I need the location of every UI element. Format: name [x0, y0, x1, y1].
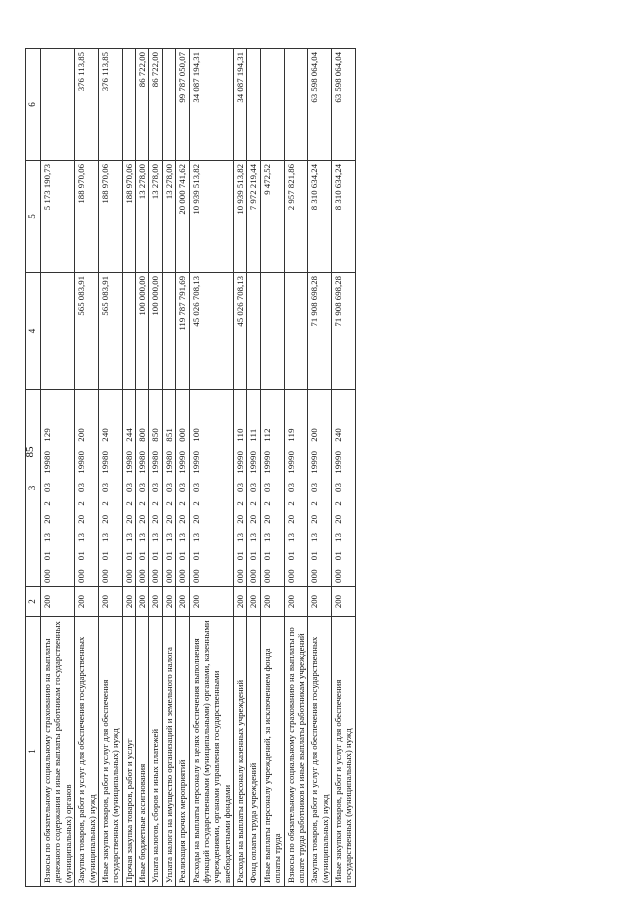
row-col-2: 200 [98, 587, 122, 617]
row-col-2: 200 [41, 587, 75, 617]
row-col-5: 13 278,00 [136, 161, 149, 273]
row-budget-code [247, 390, 260, 587]
code-part: 000 [177, 569, 188, 583]
row-budget-code [136, 390, 149, 587]
code-part: 2 [99, 500, 110, 506]
code-part: 03 [76, 482, 87, 492]
row-col-2: 200 [332, 587, 356, 617]
row-col-4: 100 000,00 [136, 273, 149, 390]
code-part: 000 [42, 569, 52, 583]
code-part: 2 [137, 500, 147, 506]
code-part: 01 [76, 551, 87, 561]
code-part: 01 [42, 551, 52, 561]
code-part: 03 [177, 482, 188, 492]
code-part: 03 [333, 482, 343, 492]
code-part: 01 [285, 551, 296, 561]
row-name: Уплата налога на имущество организаций и земельного налога [162, 617, 175, 887]
row-name: Расходы на выплаты персоналу в целях обеспечения выполнения функций государственными (муниципальными) органами, казенными учреждениями, органами управления государственными внебюджетными фондами [189, 617, 234, 887]
row-col-2: 200 [247, 587, 260, 617]
code-part: 000 [177, 427, 188, 442]
code-part: 19990 [309, 450, 320, 474]
code-part: 200 [309, 427, 320, 442]
row-col-2: 200 [234, 587, 247, 617]
row-budget-code [284, 390, 308, 587]
header-col-2: 2 [26, 587, 41, 617]
code-part: 13 [261, 532, 272, 542]
code-part: 20 [42, 514, 52, 524]
code-part: 03 [99, 482, 110, 492]
code-part: 19990 [235, 450, 245, 474]
row-name: Закупка товаров, работ и услуг для обеспечения государственных (муниципальных) нужд [308, 617, 332, 887]
row-budget-code [149, 390, 162, 587]
table-row [247, 49, 260, 887]
row-budget-code [176, 390, 189, 587]
code-part: 03 [190, 482, 201, 492]
code-part: 2 [190, 500, 201, 506]
row-col-6 [260, 49, 284, 161]
code-part: 03 [285, 482, 296, 492]
code-part: 01 [261, 551, 272, 561]
row-col-4: 45 026 708,13 [234, 273, 247, 390]
row-col-2: 200 [260, 587, 284, 617]
code-part: 13 [137, 532, 147, 542]
table-row [149, 49, 162, 887]
row-budget-code [234, 390, 247, 587]
code-part: 000 [285, 569, 296, 583]
row-name: Иные выплаты персоналу учреждений, за исключением фонда оплаты труда [260, 617, 284, 887]
code-part: 13 [163, 532, 174, 542]
row-col-4 [260, 273, 284, 390]
row-col-4: 119 787 791,69 [176, 273, 189, 390]
code-part: 19990 [261, 450, 272, 474]
code-part: 19980 [99, 450, 110, 474]
code-part: 000 [123, 569, 134, 583]
code-part: 01 [150, 551, 161, 561]
code-part: 2 [177, 500, 188, 506]
code-part: 000 [76, 569, 87, 583]
code-part: 13 [235, 532, 245, 542]
code-part: 13 [76, 532, 87, 542]
row-col-6: 99 787 050,07 [176, 49, 189, 161]
budget-table [25, 48, 356, 887]
row-col-2: 200 [75, 587, 99, 617]
code-part: 2 [309, 500, 320, 506]
code-part: 13 [42, 532, 52, 542]
code-part: 19980 [123, 450, 134, 474]
row-col-2: 200 [136, 587, 149, 617]
code-part: 129 [42, 427, 52, 442]
row-name: Иные закупки товаров, работ и услуг для обеспечения государственных (муниципальных) нужд [332, 617, 356, 887]
code-part: 20 [190, 514, 201, 524]
code-part: 03 [261, 482, 272, 492]
row-col-5: 2 957 821,86 [284, 161, 308, 273]
code-part: 03 [123, 482, 134, 492]
table-row [284, 49, 308, 887]
code-part: 000 [190, 569, 201, 583]
code-part: 13 [150, 532, 161, 542]
row-col-5: 188 970,06 [75, 161, 99, 273]
table-row [189, 49, 234, 887]
code-part: 03 [235, 482, 245, 492]
row-col-6 [162, 49, 175, 161]
code-part: 13 [123, 532, 134, 542]
row-col-5: 13 278,00 [162, 161, 175, 273]
table-row [98, 49, 122, 887]
row-col-6: 376 113,85 [75, 49, 99, 161]
row-col-4: 565 083,91 [75, 273, 99, 390]
table-row [332, 49, 356, 887]
row-col-2: 200 [122, 587, 135, 617]
row-col-2: 200 [308, 587, 332, 617]
code-part: 01 [163, 551, 174, 561]
code-part: 13 [285, 532, 296, 542]
row-col-2: 200 [284, 587, 308, 617]
code-part: 19980 [42, 450, 52, 474]
row-col-5: 5 173 190,73 [41, 161, 75, 273]
row-col-4: 565 083,91 [98, 273, 122, 390]
row-col-4: 100 000,00 [149, 273, 162, 390]
code-part: 19980 [137, 450, 147, 474]
code-part: 03 [163, 482, 174, 492]
header-row [26, 49, 41, 887]
code-part: 01 [309, 551, 320, 561]
rotated-page-content [25, 49, 615, 887]
code-part: 111 [248, 428, 259, 442]
row-col-4 [122, 273, 135, 390]
row-budget-code [332, 390, 356, 587]
row-col-4 [247, 273, 260, 390]
row-name: Уплата налогов, сборов и иных платежей [149, 617, 162, 887]
code-part: 20 [285, 514, 296, 524]
row-col-5: 188 970,06 [122, 161, 135, 273]
code-part: 01 [123, 551, 134, 561]
code-part: 01 [190, 551, 201, 561]
code-part: 01 [177, 551, 188, 561]
row-col-6 [41, 49, 75, 161]
row-col-2: 200 [149, 587, 162, 617]
code-part: 851 [163, 427, 174, 442]
row-col-5: 8 310 634,24 [332, 161, 356, 273]
code-part: 000 [261, 569, 272, 583]
code-part: 2 [76, 500, 87, 506]
row-name: Взносы по обязательному социальному страхованию на выплаты денежного содержания и иные выплаты работникам государственных (муниципальных) органов [41, 617, 75, 887]
code-part: 20 [76, 514, 87, 524]
code-part: 000 [235, 569, 245, 583]
code-part: 244 [123, 427, 134, 442]
code-part: 20 [333, 514, 343, 524]
code-part: 19990 [333, 450, 343, 474]
code-part: 13 [99, 532, 110, 542]
row-col-4: 71 908 698,28 [332, 273, 356, 390]
table-row [176, 49, 189, 887]
table-row [260, 49, 284, 887]
table-row [122, 49, 135, 887]
row-name: Фонд оплаты труда учреждений [247, 617, 260, 887]
row-name: Прочая закупка товаров, работ и услуг [122, 617, 135, 887]
code-part: 20 [163, 514, 174, 524]
code-part: 20 [99, 514, 110, 524]
code-part: 2 [235, 500, 245, 506]
row-name: Реализация прочих мероприятий [176, 617, 189, 887]
table-row [234, 49, 247, 887]
row-col-5: 9 472,52 [260, 161, 284, 273]
code-part: 240 [99, 427, 110, 442]
table-row [41, 49, 75, 887]
header-col-1: 1 [26, 617, 41, 887]
row-budget-code [260, 390, 284, 587]
code-part: 19990 [177, 450, 188, 474]
code-part: 13 [248, 532, 259, 542]
code-part: 110 [235, 428, 245, 442]
header-col-6: 6 [26, 49, 41, 161]
row-col-4 [284, 273, 308, 390]
code-part: 19980 [163, 450, 174, 474]
row-col-6: 86 722,00 [136, 49, 149, 161]
row-col-6 [122, 49, 135, 161]
code-part: 2 [150, 500, 161, 506]
row-budget-code [75, 390, 99, 587]
code-part: 2 [163, 500, 174, 506]
code-part: 20 [177, 514, 188, 524]
row-col-2: 200 [176, 587, 189, 617]
code-part: 000 [137, 569, 147, 583]
code-part: 119 [285, 428, 296, 442]
code-part: 03 [137, 482, 147, 492]
code-part: 20 [150, 514, 161, 524]
code-part: 000 [99, 569, 110, 583]
table-row [308, 49, 332, 887]
row-col-6 [247, 49, 260, 161]
code-part: 19990 [248, 450, 259, 474]
row-col-6 [284, 49, 308, 161]
code-part: 200 [76, 427, 87, 442]
code-part: 03 [150, 482, 161, 492]
row-col-5: 8 310 634,24 [308, 161, 332, 273]
code-part: 01 [99, 551, 110, 561]
row-col-5: 7 972 219,44 [247, 161, 260, 273]
code-part: 2 [285, 500, 296, 506]
row-col-5: 10 939 513,82 [189, 161, 234, 273]
row-budget-code [41, 390, 75, 587]
code-part: 100 [190, 427, 201, 442]
header-col-4: 4 [26, 273, 41, 390]
code-part: 03 [42, 482, 52, 492]
code-part: 850 [150, 427, 161, 442]
code-part: 2 [261, 500, 272, 506]
row-col-5: 10 939 513,82 [234, 161, 247, 273]
row-col-2: 200 [189, 587, 234, 617]
code-part: 19990 [190, 450, 201, 474]
row-name: Закупка товаров, работ и услуг для обеспечения государственных (муниципальных) нужд [75, 617, 99, 887]
code-part: 2 [42, 500, 52, 506]
row-col-4 [162, 273, 175, 390]
code-part: 13 [309, 532, 320, 542]
row-col-2: 200 [162, 587, 175, 617]
row-col-6: 34 087 194,31 [234, 49, 247, 161]
row-name: Иные бюджетные ассигнования [136, 617, 149, 887]
table-row [75, 49, 99, 887]
code-part: 19980 [150, 450, 161, 474]
row-col-5: 188 970,06 [98, 161, 122, 273]
row-col-6: 63 598 064,04 [332, 49, 356, 161]
code-part: 20 [261, 514, 272, 524]
row-budget-code [308, 390, 332, 587]
table-row [136, 49, 149, 887]
code-part: 000 [309, 569, 320, 583]
row-budget-code [162, 390, 175, 587]
header-col-3: 3 [26, 390, 41, 587]
code-part: 03 [248, 482, 259, 492]
code-part: 2 [123, 500, 134, 506]
code-part: 13 [177, 532, 188, 542]
code-part: 20 [123, 514, 134, 524]
code-part: 240 [333, 427, 343, 442]
row-budget-code [122, 390, 135, 587]
row-col-6: 86 722,00 [149, 49, 162, 161]
code-part: 000 [150, 569, 161, 583]
header-col-5: 5 [26, 161, 41, 273]
code-part: 20 [309, 514, 320, 524]
code-part: 20 [248, 514, 259, 524]
code-part: 2 [248, 500, 259, 506]
code-part: 01 [235, 551, 245, 561]
row-name: Взносы по обязательному социальному страхованию на выплаты по оплате труда работников и иные выплаты работникам учреждений [284, 617, 308, 887]
row-col-6: 63 598 064,04 [308, 49, 332, 161]
code-part: 20 [137, 514, 147, 524]
code-part: 112 [261, 428, 272, 442]
code-part: 13 [190, 532, 201, 542]
code-part: 000 [333, 569, 343, 583]
row-budget-code [189, 390, 234, 587]
code-part: 01 [333, 551, 343, 561]
code-part: 01 [248, 551, 259, 561]
table-body [41, 49, 356, 887]
row-col-6: 376 113,85 [98, 49, 122, 161]
code-part: 000 [248, 569, 259, 583]
page-number: 85 [24, 446, 36, 458]
code-part: 800 [137, 427, 147, 442]
table-row [162, 49, 175, 887]
code-part: 19990 [285, 450, 296, 474]
row-name: Расходы на выплаты персоналу казенных учреждений [234, 617, 247, 887]
row-col-6: 34 087 194,31 [189, 49, 234, 161]
code-part: 000 [163, 569, 174, 583]
code-part: 20 [235, 514, 245, 524]
row-col-4 [41, 273, 75, 390]
row-name: Иные закупки товаров, работ и услуг для обеспечения государственных (муниципальных) нужд [98, 617, 122, 887]
row-col-5: 13 278,00 [149, 161, 162, 273]
row-col-4: 71 908 698,28 [308, 273, 332, 390]
code-part: 13 [333, 532, 343, 542]
row-budget-code [98, 390, 122, 587]
row-col-5: 20 000 741,62 [176, 161, 189, 273]
code-part: 19980 [76, 450, 87, 474]
code-part: 01 [137, 551, 147, 561]
row-col-4: 45 026 708,13 [189, 273, 234, 390]
code-part: 2 [333, 500, 343, 506]
code-part: 03 [309, 482, 320, 492]
